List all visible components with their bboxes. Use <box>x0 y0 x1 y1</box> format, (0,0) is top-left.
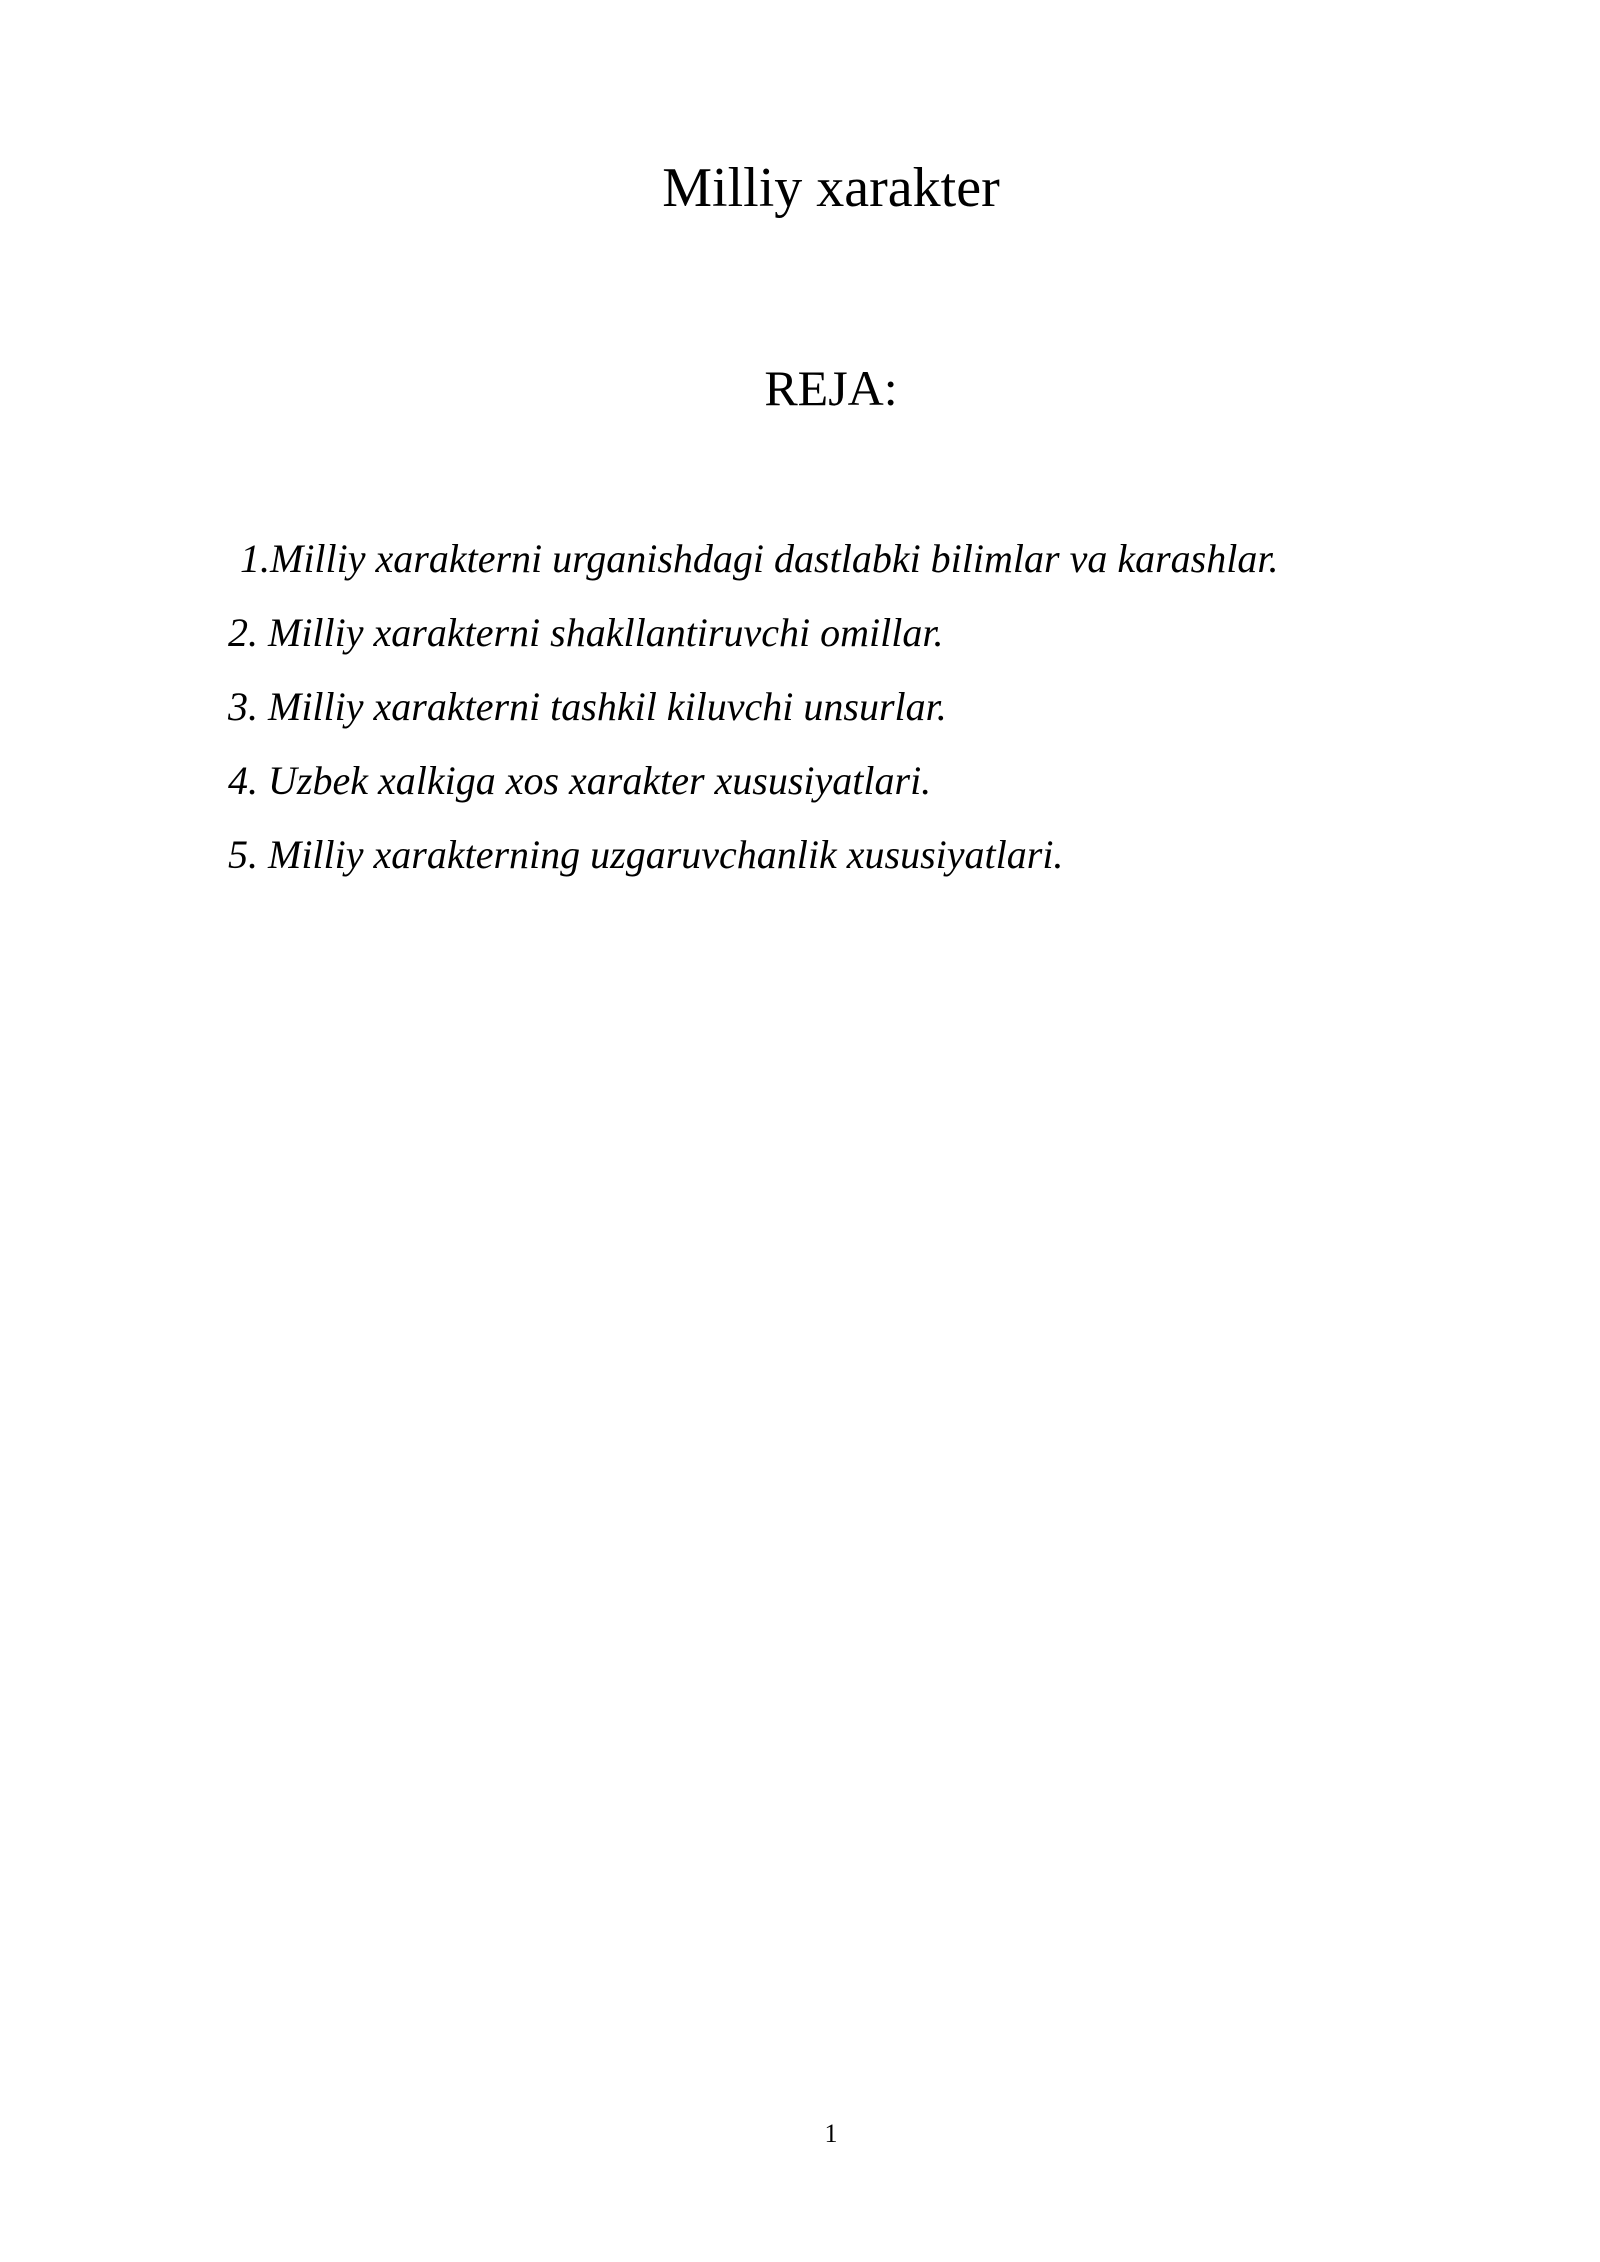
plan-item-1: 1.Milliy xarakterni urganishdagi dastlabki bilimlar va karashlar. <box>240 536 1279 581</box>
plan-item-4: 4. Uzbek xalkiga xos xarakter xususiyatlari. <box>228 758 932 803</box>
page-number: 1 <box>824 2119 838 2148</box>
plan-item-2: 2. Milliy xarakterni shakllantiruvchi omillar. <box>228 610 944 655</box>
plan-item-3: 3. Milliy xarakterni tashkil kiluvchi unsurlar. <box>228 684 947 729</box>
plan-heading: REJA: <box>764 360 898 416</box>
plan-item-5: 5. Milliy xarakterning uzgaruvchanlik xususiyatlari. <box>228 832 1064 877</box>
document-title: Milliy xarakter <box>662 157 1000 219</box>
plan-list <box>228 522 1278 892</box>
